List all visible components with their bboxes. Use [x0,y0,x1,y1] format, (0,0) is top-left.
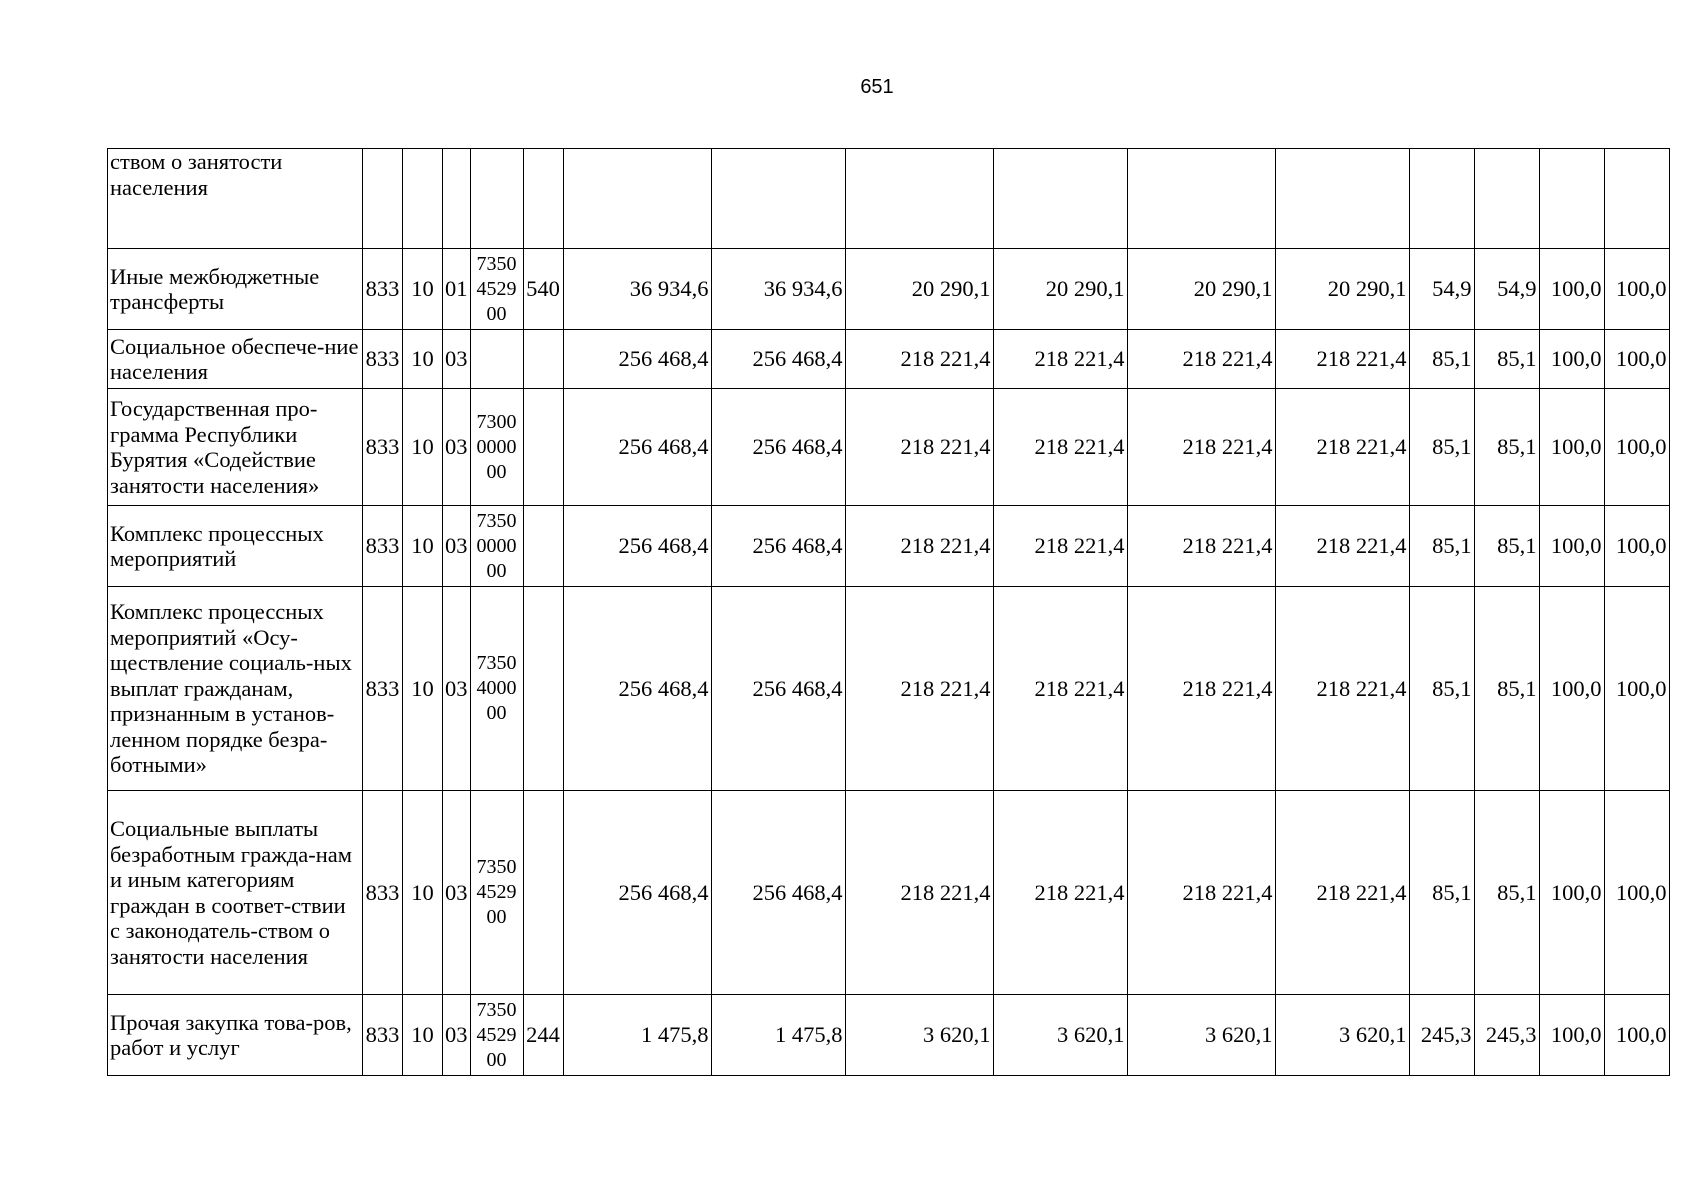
cell-csr: 7350 0000 00 [470,506,523,587]
cell-value: 218 221,4 [1275,330,1409,389]
cell-value: 36 934,6 [711,249,845,330]
cell-percent: 100,0 [1539,506,1604,587]
cell-vr: 244 [523,995,563,1076]
cell-percent: 85,1 [1474,791,1539,995]
cell-value: 20 290,1 [1127,249,1275,330]
cell-value: 256 468,4 [563,330,711,389]
cell-percent: 100,0 [1604,506,1669,587]
cell-percent: 100,0 [1604,791,1669,995]
table-row [108,249,1670,330]
row-name: Комплекс процессных мероприятий [108,506,363,587]
cell-value: 218 221,4 [845,389,993,506]
cell-percent: 245,3 [1474,995,1539,1076]
cell-rz: 10 [403,330,443,389]
cell-value [711,149,845,249]
cell-rz: 10 [403,587,443,791]
row-name: ством о занятости населения [108,149,363,249]
cell-percent [1474,149,1539,249]
cell-gr: 833 [363,506,403,587]
cell-csr: 7350 4000 00 [470,587,523,791]
table-row [108,506,1670,587]
cell-value [845,149,993,249]
cell-value: 218 221,4 [993,587,1127,791]
cell-percent: 85,1 [1409,587,1474,791]
cell-value: 3 620,1 [1127,995,1275,1076]
cell-gr: 833 [363,791,403,995]
table-row [108,587,1670,791]
cell-percent: 245,3 [1409,995,1474,1076]
cell-gr: 833 [363,389,403,506]
cell-vr [523,389,563,506]
cell-pr: 03 [443,791,471,995]
cell-vr [523,330,563,389]
cell-value: 20 290,1 [993,249,1127,330]
cell-value: 256 468,4 [563,506,711,587]
cell-gr: 833 [363,330,403,389]
cell-gr [363,149,403,249]
cell-value: 218 221,4 [845,506,993,587]
cell-percent: 54,9 [1409,249,1474,330]
table-row [108,791,1670,995]
cell-value: 36 934,6 [563,249,711,330]
cell-percent: 85,1 [1409,791,1474,995]
cell-percent: 85,1 [1409,389,1474,506]
cell-rz: 10 [403,389,443,506]
cell-value: 256 468,4 [563,587,711,791]
cell-value: 256 468,4 [711,587,845,791]
cell-rz: 10 [403,249,443,330]
table-row [108,995,1670,1076]
cell-value: 1 475,8 [711,995,845,1076]
cell-pr: 03 [443,995,471,1076]
cell-percent [1539,149,1604,249]
cell-percent [1409,149,1474,249]
cell-pr: 03 [443,587,471,791]
table-row [108,330,1670,389]
cell-csr [470,330,523,389]
row-name: Прочая закупка това-ров, работ и услуг [108,995,363,1076]
row-name: Иные межбюджетные трансферты [108,249,363,330]
cell-percent: 100,0 [1539,587,1604,791]
row-name: Социальное обеспече-ние населения [108,330,363,389]
cell-csr: 7350 4529 00 [470,791,523,995]
row-name: Государственная про-грамма Республики Бурятия «Содействие занятости населения» [108,389,363,506]
cell-gr: 833 [363,995,403,1076]
cell-value: 218 221,4 [993,389,1127,506]
cell-vr [523,149,563,249]
cell-value: 256 468,4 [711,791,845,995]
cell-value: 218 221,4 [1127,330,1275,389]
cell-value: 3 620,1 [993,995,1127,1076]
cell-value: 218 221,4 [993,330,1127,389]
cell-value [1275,149,1409,249]
cell-percent: 100,0 [1539,389,1604,506]
cell-value: 256 468,4 [563,389,711,506]
cell-value [993,149,1127,249]
cell-pr: 01 [443,249,471,330]
cell-value: 218 221,4 [1275,587,1409,791]
cell-percent: 100,0 [1539,791,1604,995]
cell-value: 256 468,4 [711,330,845,389]
cell-value: 218 221,4 [1275,506,1409,587]
cell-rz: 10 [403,506,443,587]
cell-value: 218 221,4 [845,791,993,995]
cell-value: 218 221,4 [845,330,993,389]
cell-value: 3 620,1 [1275,995,1409,1076]
cell-value: 3 620,1 [845,995,993,1076]
cell-csr: 7300 0000 00 [470,389,523,506]
cell-rz: 10 [403,995,443,1076]
cell-gr: 833 [363,587,403,791]
cell-percent: 100,0 [1604,330,1669,389]
cell-csr: 7350 4529 00 [470,249,523,330]
cell-vr: 540 [523,249,563,330]
cell-value: 218 221,4 [1127,587,1275,791]
table-body [108,149,1670,1076]
cell-value [1127,149,1275,249]
cell-value: 218 221,4 [845,587,993,791]
cell-value: 218 221,4 [1127,791,1275,995]
cell-value: 218 221,4 [1275,389,1409,506]
cell-pr [443,149,471,249]
cell-value [563,149,711,249]
row-name: Социальные выплаты безработным гражда-нам и иным категориям граждан в соответ-ствии с законодатель-ством о занятости населения [108,791,363,995]
cell-value: 218 221,4 [1275,791,1409,995]
table-row [108,389,1670,506]
cell-percent: 100,0 [1604,587,1669,791]
cell-percent: 100,0 [1604,995,1669,1076]
cell-percent: 100,0 [1604,249,1669,330]
cell-percent: 100,0 [1539,995,1604,1076]
cell-value: 256 468,4 [711,506,845,587]
cell-value: 20 290,1 [1275,249,1409,330]
cell-percent: 85,1 [1409,330,1474,389]
cell-rz [403,149,443,249]
cell-value: 20 290,1 [845,249,993,330]
table-row [108,149,1670,249]
cell-vr [523,791,563,995]
cell-pr: 03 [443,330,471,389]
cell-csr [470,149,523,249]
cell-gr: 833 [363,249,403,330]
cell-vr [523,506,563,587]
cell-percent: 100,0 [1539,249,1604,330]
cell-value: 256 468,4 [711,389,845,506]
cell-vr [523,587,563,791]
cell-value: 218 221,4 [1127,506,1275,587]
cell-percent: 54,9 [1474,249,1539,330]
budget-execution-table [107,148,1670,1076]
cell-percent [1604,149,1669,249]
cell-percent: 85,1 [1474,587,1539,791]
cell-value: 1 475,8 [563,995,711,1076]
cell-pr: 03 [443,389,471,506]
cell-value: 218 221,4 [993,791,1127,995]
cell-percent: 100,0 [1539,330,1604,389]
cell-csr: 7350 4529 00 [470,995,523,1076]
cell-percent: 85,1 [1409,506,1474,587]
cell-value: 218 221,4 [993,506,1127,587]
row-name: Комплекс процессных мероприятий «Осу-ществление социаль-ных выплат гражданам, признанным в установ-ленном порядке безра-ботными» [108,587,363,791]
cell-rz: 10 [403,791,443,995]
cell-percent: 85,1 [1474,506,1539,587]
page-number: 651 [860,76,894,98]
cell-percent: 85,1 [1474,389,1539,506]
cell-value: 256 468,4 [563,791,711,995]
cell-percent: 85,1 [1474,330,1539,389]
cell-percent: 100,0 [1604,389,1669,506]
cell-pr: 03 [443,506,471,587]
cell-value: 218 221,4 [1127,389,1275,506]
